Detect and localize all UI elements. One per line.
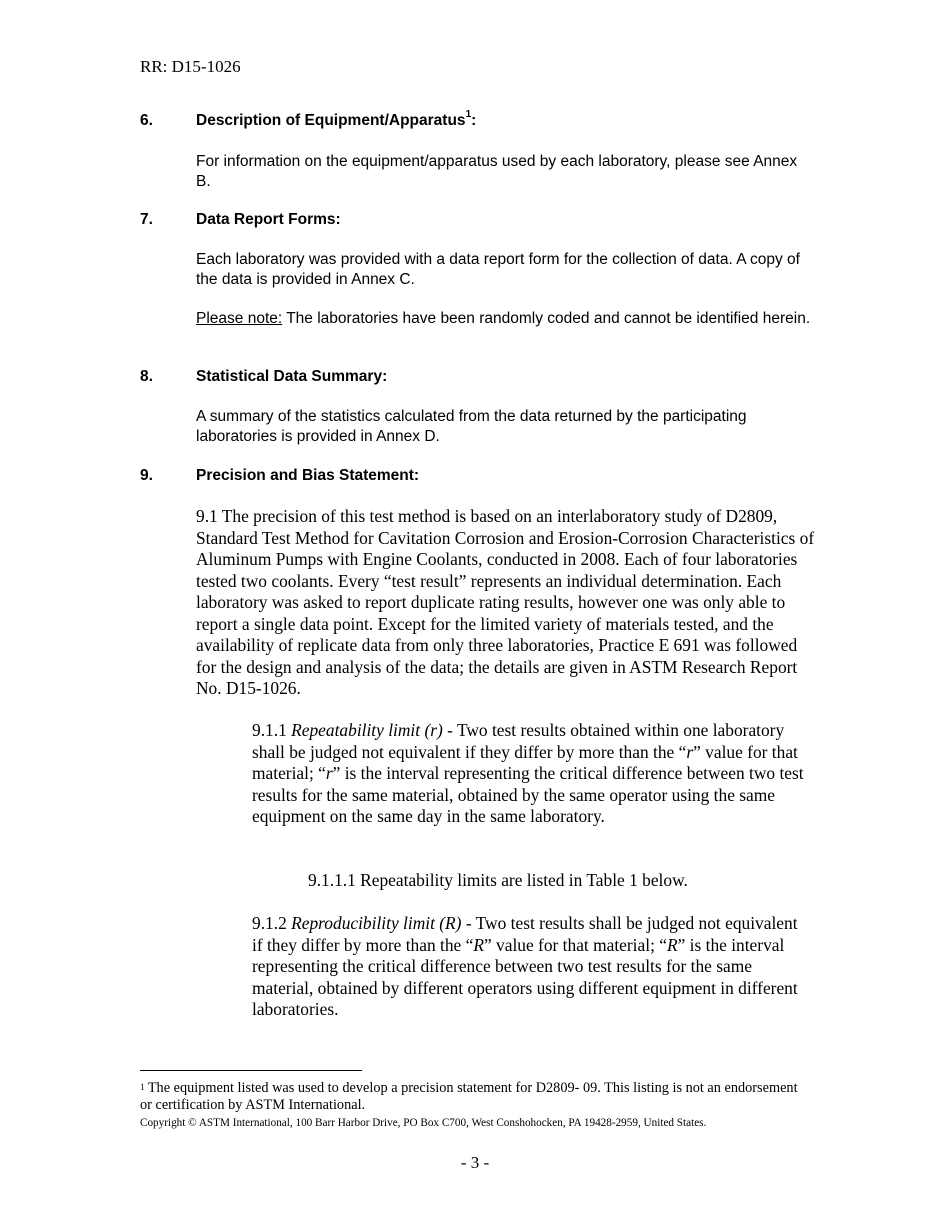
section-7-number: 7.: [140, 211, 153, 228]
p912-text-c: ” is the interval representing the critical difference between two test results for the same material, obtained by different operators using different equipment in different laboratories.: [252, 934, 798, 1019]
p912-R-symbol: R: [473, 934, 484, 955]
footnote-text: The equipment listed was used to develop a precision statement for D2809- 09. This listing is not an endorsement or certification by ASTM International.: [140, 1080, 798, 1113]
p911-text-b: ” value for that material; “: [252, 741, 798, 783]
copyright-line: Copyright © ASTM International, 100 Barr Harbor Drive, PO Box C700, West Conshohocken, PA 19428-2959, United States.: [140, 1117, 707, 1129]
section-8-number: 8.: [140, 368, 153, 385]
p911-term: Repeatability limit (r): [291, 720, 443, 740]
p911-text-c: ” is the interval representing the critical difference between two test results for the same material, obtained by the same operator using the same equipment on the same day in the same laboratory.: [252, 763, 804, 826]
footnote-divider: [140, 1070, 362, 1071]
p912-R-symbol-2: R: [666, 934, 678, 955]
section-6-title: [196, 109, 477, 130]
paragraph-9-1-1: [252, 720, 807, 828]
footnote-mark: 1: [140, 1082, 145, 1092]
footnote-ref: 1: [465, 109, 472, 120]
paragraph-9-1-1-1: 9.1.1.1 Repeatability limits are listed in Table 1 below.: [308, 870, 688, 890]
section-6-body: For information on the equipment/apparatus used by each laboratory, please see Annex B.: [196, 153, 798, 190]
footnote: [140, 1080, 800, 1114]
section-9-number: 9.: [140, 467, 153, 484]
paragraph-9-1: 9.1 The precision of this test method is based on an interlaboratory study of D2809, Standard Test Method for Cavitation Corrosion and Erosion-Corrosion Characteristics of Aluminum Pumps with Engine Coolants, conducted in 2008. Each of four laboratories tested two coolants. Every “test result” represents an individual determination. Each laboratory was asked to report duplicate rating results, however one was only able to report a single data point. Except for the limited variety of materials tested, and the availability of replicate data from only three laboratories, Practice E 691 was followed for the design and analysis of the data; the details are given in ASTM Research Report No. D15-1026.: [196, 506, 815, 698]
section-8-body: A summary of the statistics calculated from the data returned by the participating laboratories is provided in Annex D.: [196, 408, 747, 445]
section-6-title-colon: :: [471, 112, 477, 129]
page-number: - 3 -: [460, 1153, 490, 1172]
p912-text-b: ” value for that material; “: [483, 934, 667, 955]
p911-text-a: - Two test results obtained within one laboratory shall be judged not equivalent if they differ by more than the “: [252, 720, 785, 762]
p912-text-a: - Two test results shall be judged not equivalent if they differ by more than the “: [252, 913, 798, 955]
p912-number: 9.1.2: [252, 913, 292, 933]
p911-r-symbol: r: [686, 741, 694, 762]
page-header: RR: D15-1026: [140, 57, 241, 76]
section-8-title: Statistical Data Summary:: [196, 368, 388, 385]
paragraph-9-1-2: [252, 913, 807, 1021]
section-7-note: [196, 309, 816, 329]
p911-r-symbol-2: r: [325, 763, 333, 783]
section-7-title: Data Report Forms:: [196, 211, 341, 228]
section-7-body: Each laboratory was provided with a data report form for the collection of data. A copy of the data is provided in Annex C.: [196, 251, 800, 288]
section-6-title-text: Description of Equipment/Apparatus: [196, 112, 466, 129]
section-9-title: Precision and Bias Statement:: [196, 467, 420, 484]
p911-number: 9.1.1: [252, 720, 292, 740]
section-6-number: 6.: [140, 112, 153, 129]
note-label: Please note:: [196, 310, 283, 327]
p912-term: Reproducibility limit (R): [291, 913, 462, 933]
note-text: The laboratories have been randomly coded and cannot be identified herein.: [282, 310, 811, 327]
